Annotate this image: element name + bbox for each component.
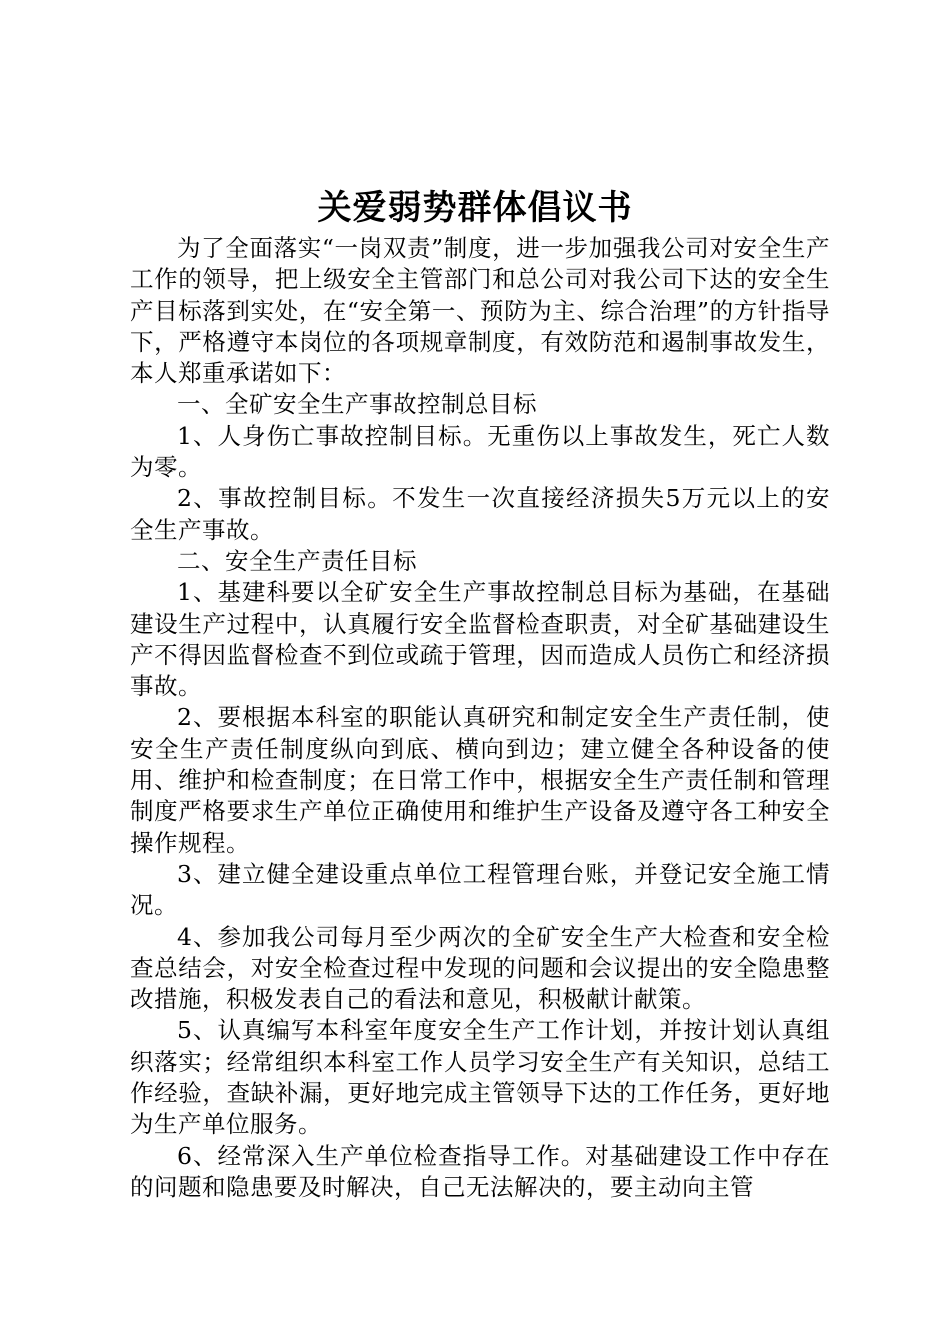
- heading-section-2: 二、安全生产责任目标: [177, 546, 417, 575]
- paragraph-item: 3、建立健全建设重点单位工程管理台账，并登记安全施工情况。: [130, 859, 830, 920]
- paragraph-item: 5、认真编写本科室年度安全生产工作计划，并按计划认真组织落实；经常组织本科室工作人员学习安全生产有关知识，总结工作经验，查缺补漏，更好地完成主管领导下达的工作任务，更好地为生产单位服务。: [130, 1016, 830, 1139]
- heading-section-1: 一、全矿安全生产事故控制总目标: [177, 390, 537, 419]
- paragraph-item: 2、要根据本科室的职能认真研究和制定安全生产责任制，使安全生产责任制度纵向到底、横向到边；建立健全各种设备的使用、维护和检查制度；在日常工作中，根据安全生产责任制和管理制度严格要求生产单位正确使用和维护生产设备及遵守各工种安全操作规程。: [130, 703, 830, 857]
- paragraph-intro: 为了全面落实“一岗双责”制度，进一步加强我公司对安全生产工作的领导，把上级安全主管部门和总公司对我公司下达的安全生产目标落到实处，在“安全第一、预防为主、综合治理”的方针指导下，严格遵守本岗位的各项规章制度，有效防范和遏制事故发生，本人郑重承诺如下：: [130, 234, 830, 388]
- paragraph-item: 1、人身伤亡事故控制目标。无重伤以上事故发生，死亡人数为零。: [130, 421, 830, 482]
- paragraph-item: 2、事故控制目标。不发生一次直接经济损失5万元以上的安全生产事故。: [130, 484, 830, 544]
- document-title: 关爱弱势群体倡议书: [317, 188, 633, 228]
- paragraph-item: 6、经常深入生产单位检查指导工作。对基础建设工作中存在的问题和隐患要及时解决，自己无法解决的，要主动向主管: [130, 1141, 830, 1201]
- document-body: [130, 233, 830, 1203]
- paragraph-item: 4、参加我公司每月至少两次的全矿安全生产大检查和安全检查总结会，对安全检查过程中发现的问题和会议提出的安全隐患整改措施，积极发表自己的看法和意见，积极献计献策。: [130, 922, 830, 1014]
- paragraph-item: 1、基建科要以全矿安全生产事故控制总目标为基础，在基础建设生产过程中，认真履行安全监督检查职责，对全矿基础建设生产不得因监督检查不到位或疏于管理，因而造成人员伤亡和经济损事故。: [130, 578, 830, 701]
